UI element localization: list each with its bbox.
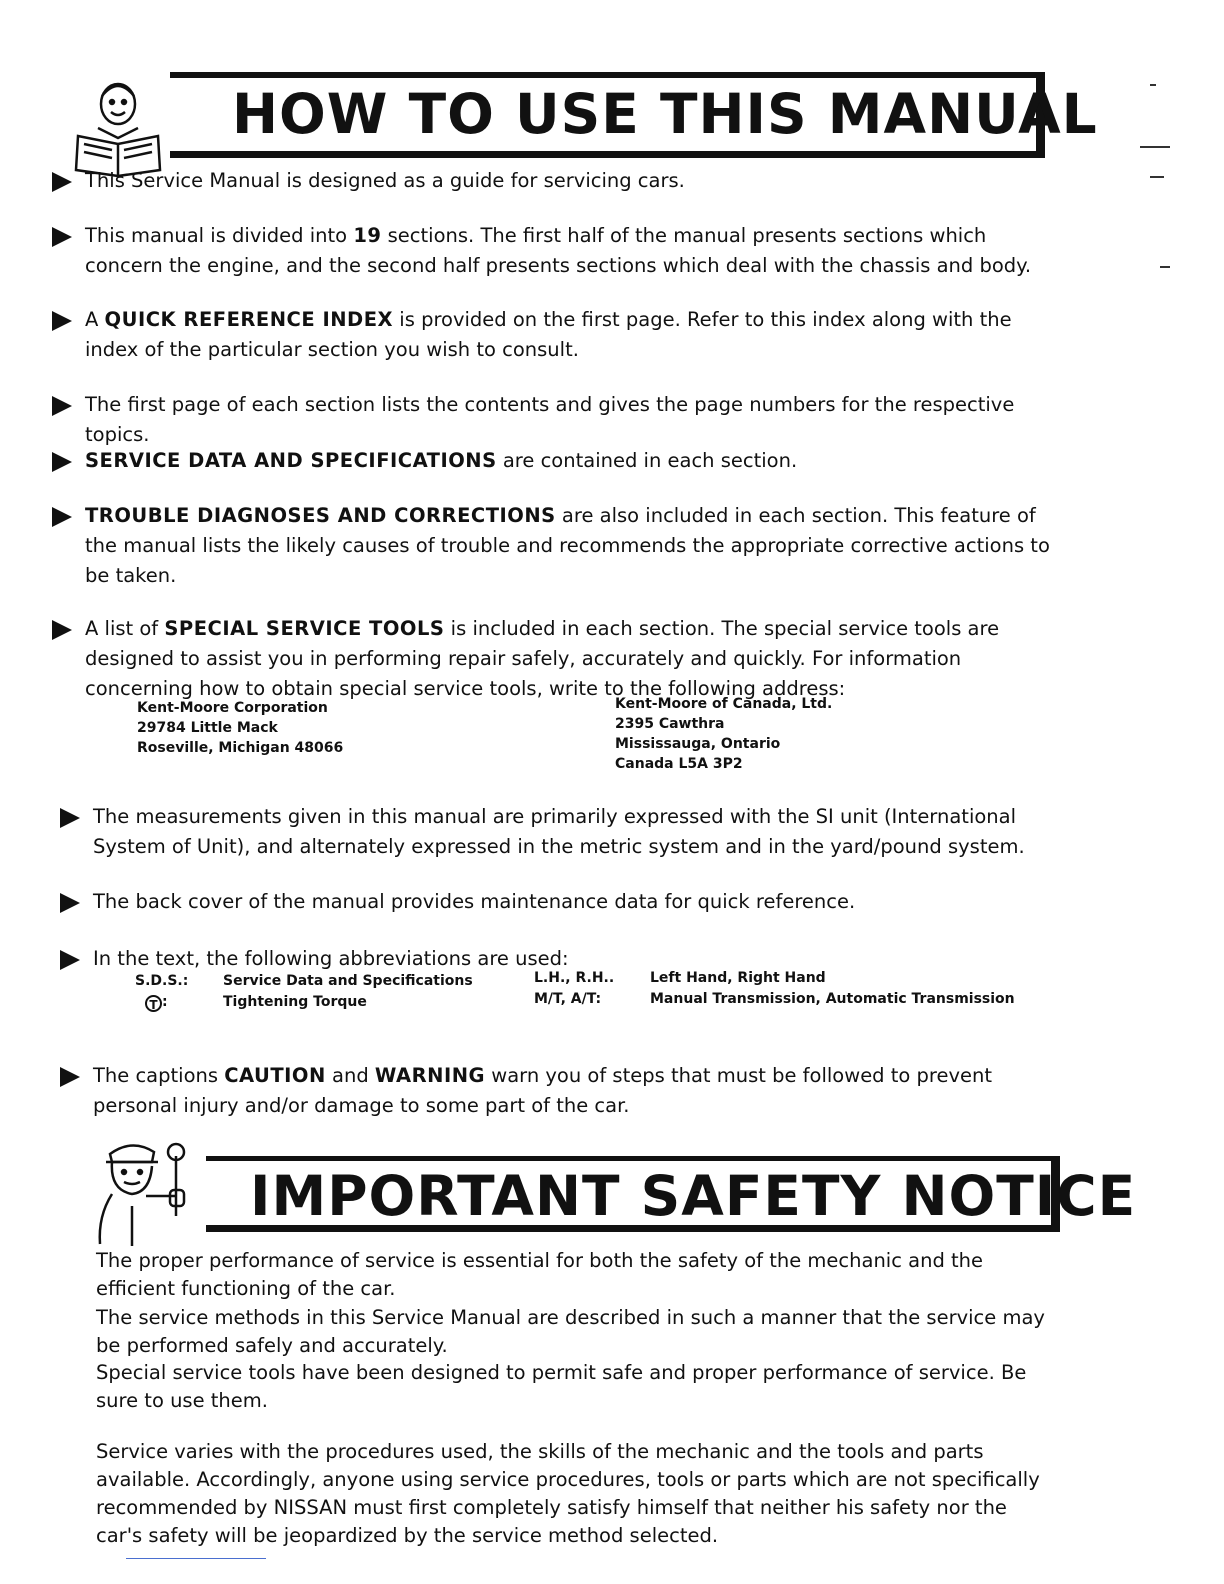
safety-paragraph: The proper performance of service is essential for both the safety of the mechanic and the efficient functioning of the car. <box>96 1249 984 1300</box>
bullet-measurements <box>60 802 1060 862</box>
bullet-arrow-icon <box>52 227 72 247</box>
scan-artifact <box>1140 146 1170 148</box>
bullet-text: SERVICE DATA AND SPECIFICATIONS are contained in each section. <box>85 449 798 472</box>
bullet-arrow-icon <box>52 620 72 640</box>
bullet-caution-warning <box>60 1061 1060 1121</box>
bullet-arrow-icon <box>60 808 80 828</box>
safety-title: IMPORTANT SAFETY NOTICE <box>250 1164 1137 1228</box>
abbreviation-row: L.H., R.H.. Left Hand, Right Hand <box>534 970 826 986</box>
abbreviation-row: M/T, A/T: Manual Transmission, Automatic Transmission <box>534 991 1015 1007</box>
bullet-guide <box>52 166 1052 196</box>
tightening-torque-icon: T <box>145 995 162 1012</box>
abbreviations-left <box>135 971 473 1013</box>
abbreviation-row: S.D.S.: Service Data and Specifications <box>135 973 473 989</box>
address-us: Kent-Moore Corporation 29784 Little Mack Roseville, Michigan 48066 <box>137 700 344 756</box>
scan-artifact <box>1160 266 1170 268</box>
scan-artifact <box>126 1558 266 1559</box>
bullet-trouble-diagnoses <box>52 501 1052 591</box>
bullet-service-data <box>52 446 1052 476</box>
page-title: HOW TO USE THIS MANUAL <box>232 82 1098 146</box>
bullet-arrow-icon <box>52 396 72 416</box>
bullet-special-tools <box>52 614 1052 704</box>
bullet-text: This Service Manual is designed as a guide for servicing cars. <box>85 169 685 192</box>
bullet-arrow-icon <box>60 1067 80 1087</box>
bullet-arrow-icon <box>60 893 80 913</box>
bullet-sections <box>52 221 1052 281</box>
bullet-arrow-icon <box>60 950 80 970</box>
bullet-arrow-icon <box>52 452 72 472</box>
abbreviation-row: T : Tightening Torque <box>135 992 473 1013</box>
bullet-text: In the text, the following abbreviations are used: <box>93 947 569 970</box>
bullet-arrow-icon <box>52 311 72 331</box>
bullet-text: A list of SPECIAL SERVICE TOOLS is included in each section. The special service tools are designed to assist you in performing repair safely, accurately and quickly. For information concerning how to obtain special service tools, write to the following address: <box>85 617 1000 700</box>
bullet-arrow-icon <box>52 172 72 192</box>
bullet-text: The back cover of the manual provides maintenance data for quick reference. <box>93 890 856 913</box>
how-to-use-banner <box>60 66 1098 166</box>
bullet-first-page <box>52 390 1052 450</box>
safety-paragraph: The service methods in this Service Manual are described in such a manner that the service may be performed safely and accurately. <box>96 1306 1045 1357</box>
bullet-text: The first page of each section lists the contents and gives the page numbers for the respective topics. <box>85 393 1015 446</box>
abbreviations-right <box>534 968 1015 1010</box>
bullet-back-cover <box>60 887 1060 917</box>
scan-artifact <box>1150 84 1156 86</box>
bullet-quick-reference <box>52 305 1052 365</box>
safety-paragraph: Special service tools have been designed to permit safe and proper performance of service. Be sure to use them. <box>96 1361 1027 1412</box>
bullet-text: The measurements given in this manual are primarily expressed with the SI unit (International System of Unit), and alternately expressed in the metric system and in the yard/pound system. <box>93 805 1025 858</box>
bullet-text: A QUICK REFERENCE INDEX is provided on the first page. Refer to this index along with the index of the particular section you wish to consult. <box>85 308 1012 361</box>
bullet-arrow-icon <box>52 507 72 527</box>
bullet-text: TROUBLE DIAGNOSES AND CORRECTIONS are also included in each section. This feature of the manual lists the likely causes of trouble and recommends the appropriate corrective actions to be taken. <box>85 504 1050 587</box>
scan-artifact <box>1150 176 1164 178</box>
safety-paragraph: Service varies with the procedures used, the skills of the mechanic and the tools and parts available. Accordingly, anyone using service procedures, tools or parts which are not specifically recommended by NISSAN must first completely satisfy himself that neither his safety nor the car's safety will be jeopardized by the service method selected. <box>96 1440 1040 1547</box>
mechanic-with-wrench-icon <box>92 1136 212 1246</box>
bullet-text: This manual is divided into 19 sections. The first half of the manual presents sections which concern the engine, and the second half presents sections which deal with the chassis and body. <box>85 224 1032 277</box>
address-canada: Kent-Moore of Canada, Ltd. 2395 Cawthra Mississauga, Ontario Canada L5A 3P2 <box>615 696 833 772</box>
safety-notice-banner <box>90 1136 1137 1246</box>
bullet-text: The captions CAUTION and WARNING warn you of steps that must be followed to prevent personal injury and/or damage to some part of the car. <box>93 1064 993 1117</box>
